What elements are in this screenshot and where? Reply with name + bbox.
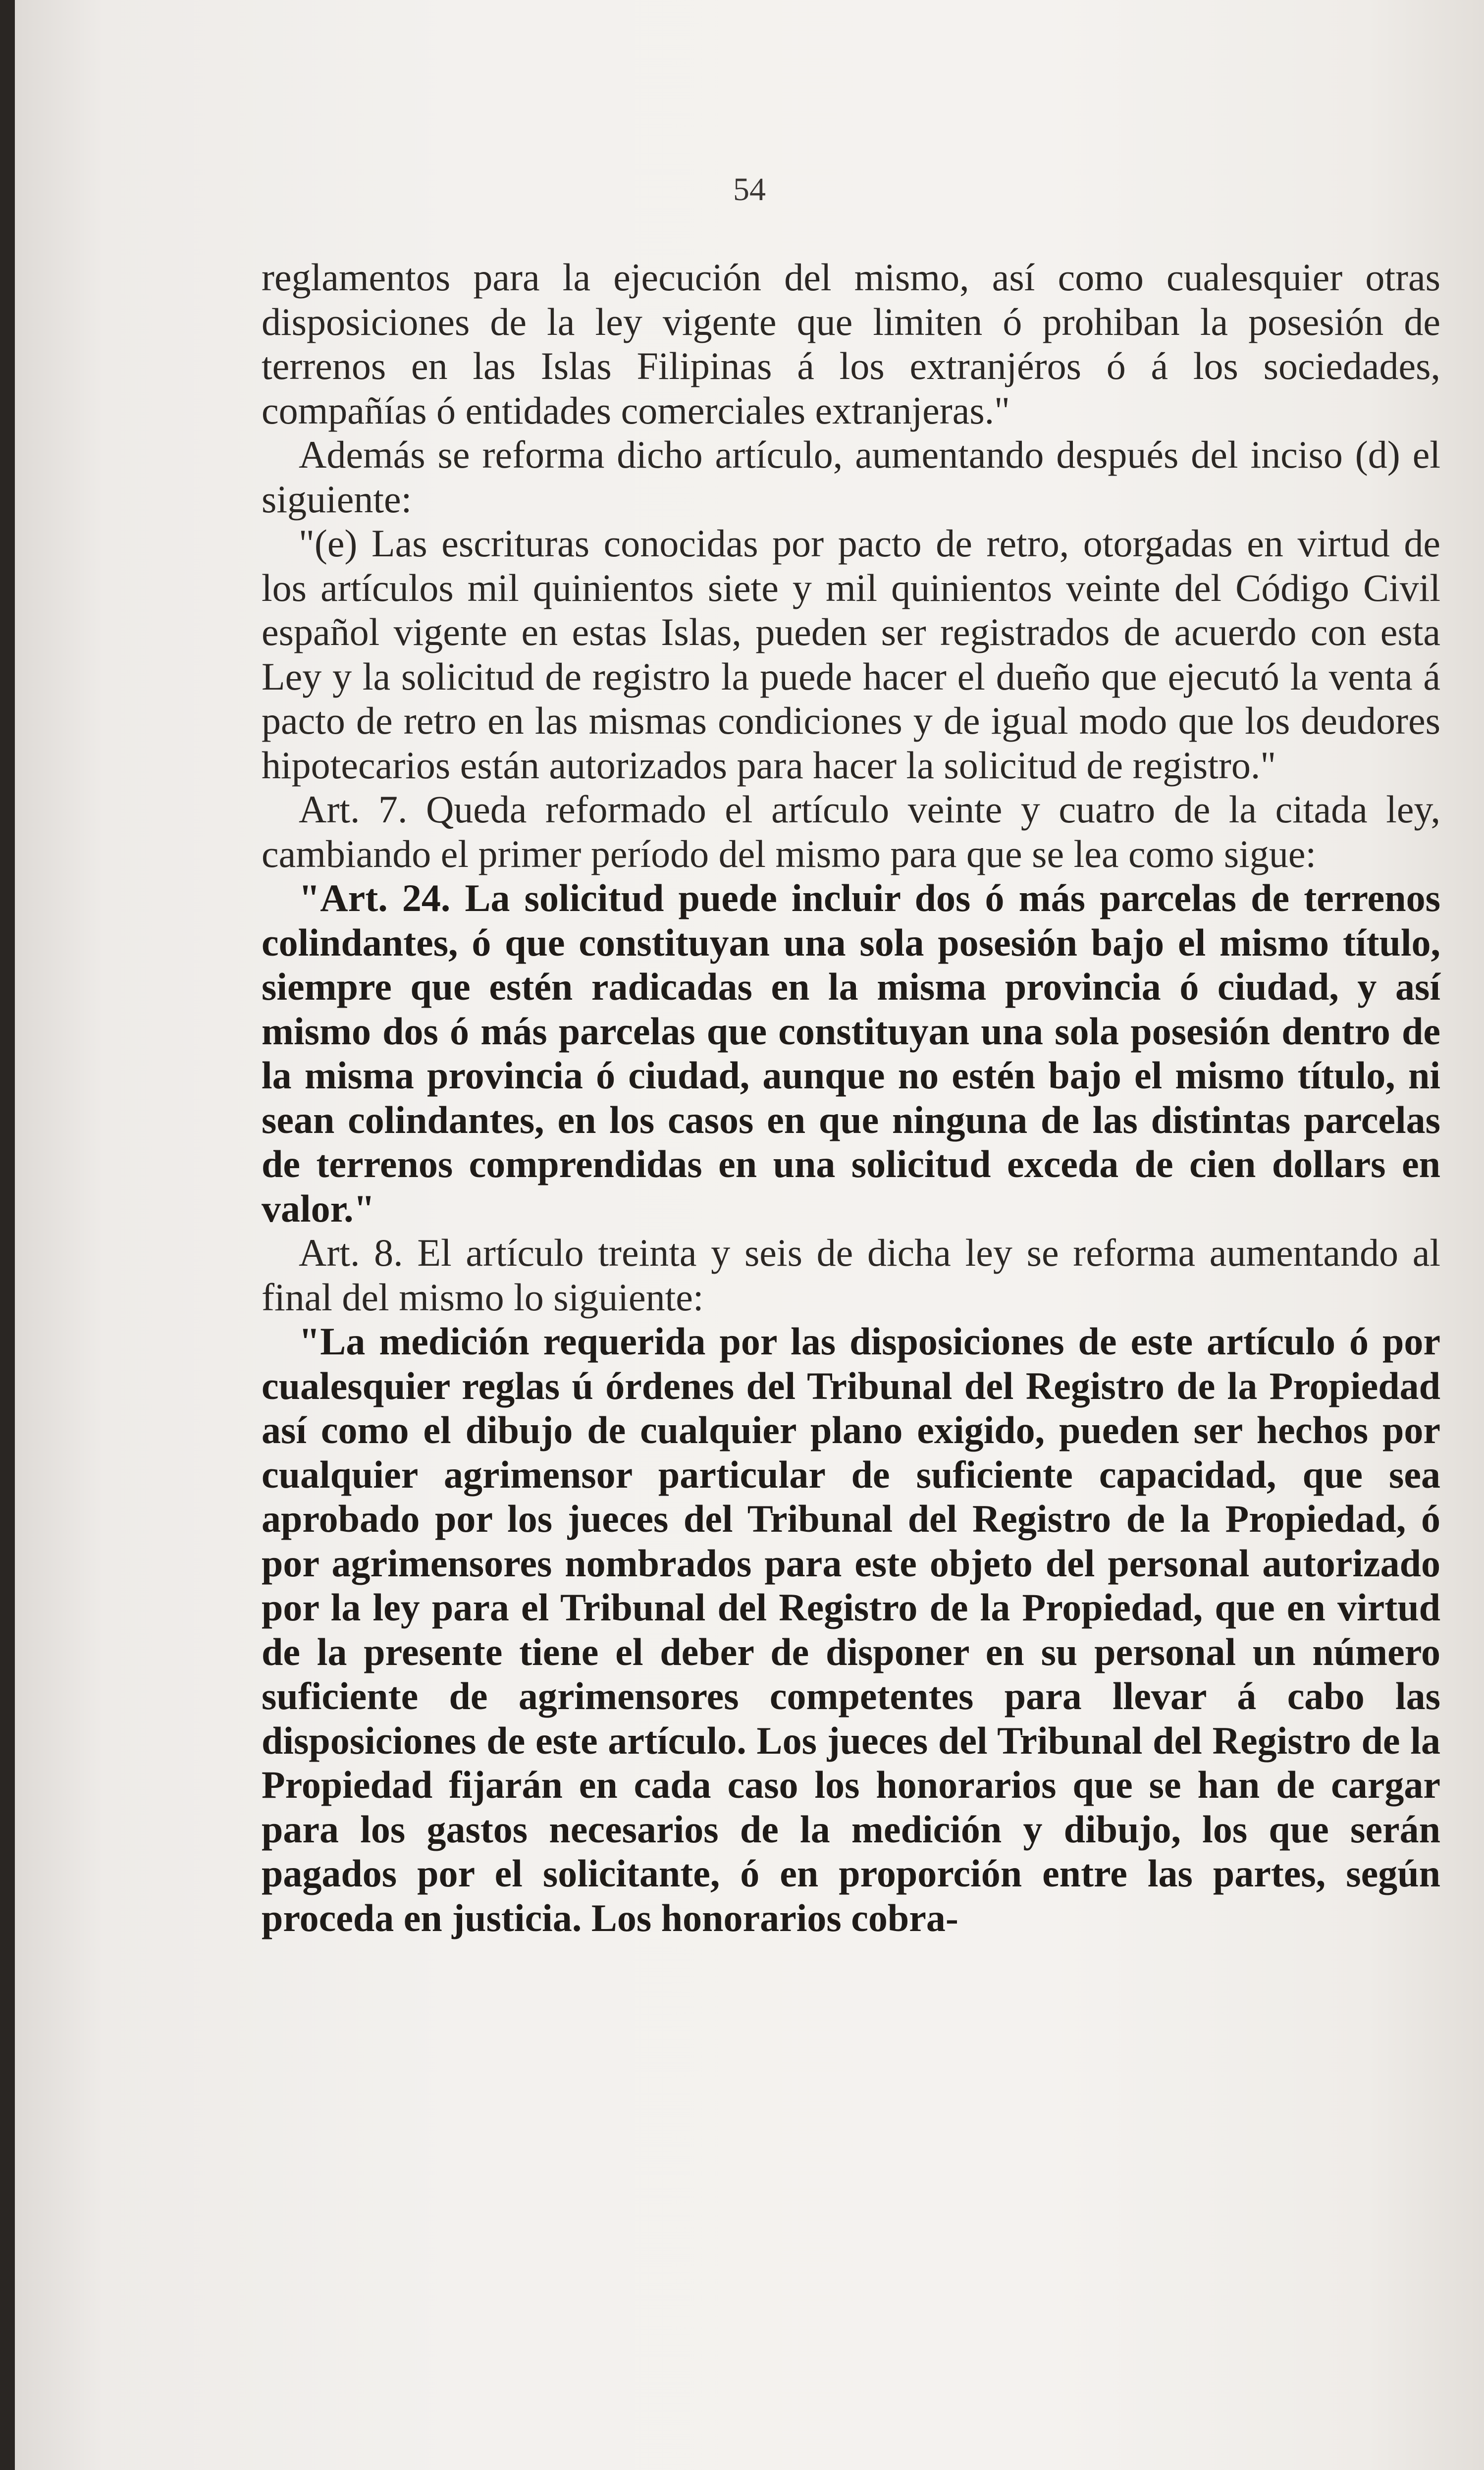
paragraph-4-art-7: Art. 7. Queda reformado el artículo veinte y cuatro de la citada ley, cambiando el primer período del mismo para que se lea como sigue: — [262, 788, 1440, 875]
page-number: 54 — [733, 171, 766, 208]
paragraph-3: "(e) Las escrituras conocidas por pacto de retro, otorgadas en virtud de los artículos mil quinientos siete y mil quinientos veinte del Código Civil español vigente en estas Islas, pueden ser registrados de acuerdo con esta Ley y la solicitud de registro la puede hacer el dueño que ejecutó la venta á pacto de retro en las mismas condiciones y de igual modo que los deudores hipotecarios están autorizados para hacer la solicitud de registro." — [262, 522, 1440, 787]
paragraph-6-art-8: Art. 8. El artículo treinta y seis de dicha ley se reforma aumentando al final del mismo lo siguiente: — [262, 1231, 1440, 1319]
document-page — [15, 0, 1484, 2470]
paragraph-5-art-24: "Art. 24. La solicitud puede incluir dos ó más parcelas de terrenos colindantes, ó que constituyan una sola posesión bajo el mismo título, siempre que estén radicadas en la misma provincia ó ciudad, y así mismo dos ó más parcelas que constituyan una sola posesión dentro de la misma provincia ó ciudad, aunque no estén bajo el mismo título, ni sean colindantes, en los casos en que ninguna de las distintas parcelas de terrenos comprendidas en una solicitud exceda de cien dollars en valor." — [262, 876, 1440, 1230]
paragraph-1: reglamentos para la ejecución del mismo, así como cualesquier otras disposiciones de la ley vigente que limiten ó prohiban la posesión de terrenos en las Islas Filipinas á los extranjéros ó á los sociedades, compañías ó entidades comerciales extranjeras." — [262, 256, 1440, 432]
paragraph-2: Además se reforma dicho artículo, aumentando después del inciso (d) el siguiente: — [262, 433, 1440, 521]
body-text — [262, 255, 1440, 1940]
paragraph-7: "La medición requerida por las disposiciones de este artículo ó por cualesquier reglas ú órdenes del Tribunal del Registro de la Propiedad así como el dibujo de cualquier plano exigido, pueden ser hechos por cualquier agrimensor particular de suficiente capacidad, que sea aprobado por los jueces del Tribunal del Registro de la Propiedad, ó por agrimensores nombrados para este objeto del personal autorizado por la ley para el Tribunal del Registro de la Propiedad, que en virtud de la presente tiene el deber de disponer en su personal un número suficiente de agrimensores competentes para llevar á cabo las disposiciones de este artículo. Los jueces del Tribunal del Registro de la Propiedad fijarán en cada caso los honorarios que se han de cargar para los gastos necesarios de la medición y dibujo, los que serán pagados por el solicitante, ó en proporción entre las partes, según proceda en justicia. Los honorarios cobra- — [262, 1320, 1440, 1939]
